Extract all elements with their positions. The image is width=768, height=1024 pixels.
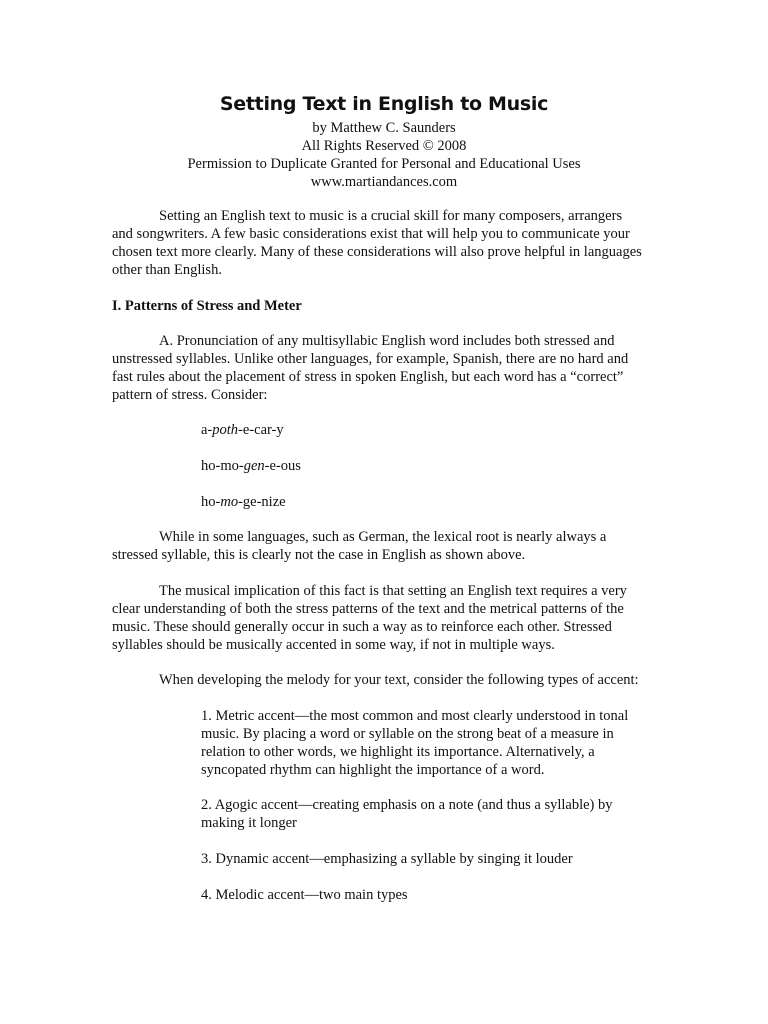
document-header bbox=[0, 119, 768, 191]
stressed-syllable: gen bbox=[243, 458, 265, 474]
german-paragraph: While in some languages, such as German, the lexical root is nearly always a stressed syllable, this is clearly not the case in English as shown above. bbox=[112, 529, 607, 563]
section-heading: I. Patterns of Stress and Meter bbox=[112, 298, 302, 314]
accent-item-4: 4. Melodic accent—two main types bbox=[201, 887, 408, 903]
syllables-pre: ho- bbox=[201, 494, 221, 510]
syllables-post: -e-ous bbox=[264, 458, 301, 474]
permission-line: Permission to Duplicate Granted for Personal and Educational Uses bbox=[187, 156, 581, 172]
stressed-syllable: poth bbox=[212, 422, 239, 438]
stressed-syllable: mo bbox=[220, 494, 239, 510]
syllables-pre: ho-mo- bbox=[201, 458, 244, 474]
accent-item-3: 3. Dynamic accent—emphasizing a syllable by singing it louder bbox=[201, 851, 573, 867]
website-link[interactable]: www.martiandances.com bbox=[310, 174, 458, 190]
example-word-2 bbox=[201, 457, 301, 475]
copyright-line: All Rights Reserved © 2008 bbox=[301, 138, 467, 154]
syllables-post: -ge-nize bbox=[238, 494, 286, 510]
example-word-1 bbox=[201, 421, 284, 439]
intro-paragraph: Setting an English text to music is a crucial skill for many composers, arrangers and songwriters. A few basic considerations exist that will help you to communicate your chosen text more clearly. Many of these considerations will also prove helpful in languages other than English. bbox=[112, 208, 642, 278]
developing-paragraph: When developing the melody for your text, consider the following types of accent: bbox=[159, 672, 639, 688]
syllables-pre: a- bbox=[201, 422, 213, 438]
example-word-3 bbox=[201, 493, 286, 511]
section-paragraph-a: A. Pronunciation of any multisyllabic English word includes both stressed and unstressed syllables. Unlike other languages, for example, Spanish, there are no hard and fast rules about the placement of stress in spoken English, but each word has a “correct” pattern of stress. Consider: bbox=[112, 333, 629, 403]
byline: by Matthew C. Saunders bbox=[312, 120, 456, 136]
accent-item-2: 2. Agogic accent—creating emphasis on a note (and thus a syllable) by making it longer bbox=[201, 797, 613, 831]
accent-item-1: 1. Metric accent—the most common and most clearly understood in tonal music. By placing a word or syllable on the strong beat of a measure in relation to other words, we highlight its importance. Alternatively, a syncopated rhythm can highlight the importance of a word. bbox=[201, 708, 629, 778]
document-title: Setting Text in English to Music bbox=[219, 93, 549, 115]
syllables-post: -e-car-y bbox=[238, 422, 284, 438]
implication-paragraph: The musical implication of this fact is that setting an English text requires a very clear understanding of both the stress patterns of the text and the metrical patterns of the music. These should generally occur in such a way as to reinforce each other. Stressed syllables should be musically accented in some way, if not in multiple ways. bbox=[112, 583, 627, 653]
